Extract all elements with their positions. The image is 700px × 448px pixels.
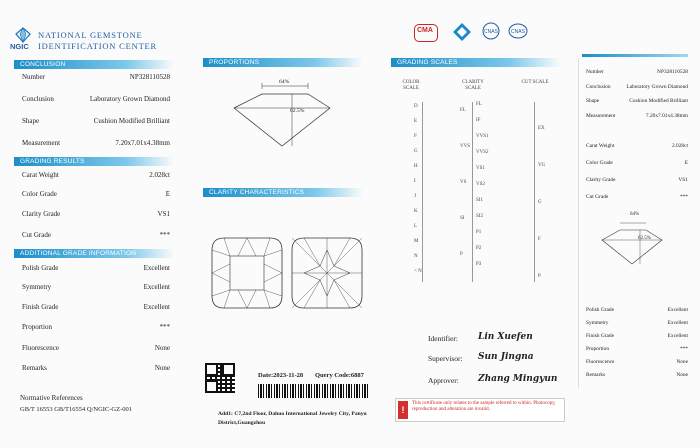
lab-address: Add1: C7,2nd Floor, Dahuo International Jewelry City, Panyu District,Guangzhou: [218, 411, 367, 426]
side-table: 64%: [630, 212, 640, 217]
color-scale-line: [422, 102, 423, 282]
clarity-scale-title: CLARITY SCALE: [462, 80, 484, 91]
clarity-group-tick: SI: [460, 216, 465, 221]
color-scale-tick: E: [414, 119, 418, 124]
row-value: ***: [159, 323, 170, 331]
clarity-group-tick: FL: [460, 108, 466, 113]
color-scale-tick: N: [414, 254, 418, 259]
color-scale-tick: H: [414, 164, 418, 169]
row-value: None: [154, 364, 170, 372]
row-label: Measurement: [586, 112, 616, 119]
row-value: ***: [679, 194, 688, 200]
cma-badge: [414, 24, 438, 42]
color-scale-tick: J: [414, 194, 416, 199]
row-value: Cushion Modified Brilliant: [93, 117, 170, 125]
ilac-badge-icon: [452, 22, 472, 42]
row-label: Color Grade: [22, 190, 57, 198]
org-name: NATIONAL GEMSTONE: [38, 30, 143, 40]
proportion-depth: 62.5%: [290, 108, 305, 114]
org-short: NGIC: [10, 42, 29, 51]
row-value: None: [154, 344, 170, 352]
row-label: Cut Grade: [586, 194, 609, 200]
cut-scale-tick: F: [538, 237, 541, 242]
row-label: Polish Grade: [22, 264, 59, 272]
row-label: Finish Grade: [586, 333, 614, 339]
side-depth: 62.5%: [638, 236, 651, 241]
conclusion-title: CONCLUSION: [20, 61, 66, 68]
clarity-scale-tick: IF: [476, 118, 481, 123]
row-label: Fluorescence: [586, 359, 615, 365]
clarity-scale-tick: VS1: [476, 166, 485, 171]
row-value: Excellent: [143, 264, 170, 272]
row-value: NP328110528: [129, 73, 170, 81]
color-scale-tick: K: [414, 209, 418, 214]
row-label: Number: [586, 69, 604, 75]
clarity-scale-tick: SI2: [476, 214, 483, 219]
barcode: [258, 384, 370, 398]
clarity-scale-tick: SI1: [476, 198, 483, 203]
row-label: Clarity Grade: [586, 177, 616, 183]
row-label: Conclusion: [586, 83, 611, 90]
approver-label: Approver:: [428, 376, 459, 385]
row-value: Excellent: [143, 283, 170, 291]
clarity-group-tick: VS: [460, 180, 467, 185]
color-scale-tick: D: [414, 104, 418, 109]
row-label: Cut Grade: [22, 231, 51, 239]
row-label: Carat Weight: [22, 171, 59, 179]
row-label: Shape: [22, 117, 40, 125]
cnas2-badge-icon: [508, 22, 528, 40]
clarity-pavilion-view: [290, 236, 364, 310]
notice-box: [395, 398, 565, 422]
proportion-table: 64%: [279, 79, 290, 85]
additional-band: [14, 249, 174, 258]
row-label: Remarks: [22, 364, 47, 372]
row-label: Polish Grade: [586, 307, 614, 313]
clarity-scale-tick: P1: [476, 230, 482, 235]
additional-title: ADDITIONAL GRADE INFORMATION: [20, 250, 137, 257]
clarity-scale-tick: VVS1: [476, 134, 489, 139]
row-label: Color Grade: [586, 160, 613, 166]
row-label: Proportion: [586, 346, 610, 352]
row-label: Shape: [586, 98, 600, 104]
grading-scales-title: GRADING SCALES: [397, 59, 458, 66]
row-value: E: [684, 160, 688, 166]
svg-text:CNAS: CNAS: [484, 29, 498, 35]
identifier-label: Identifier:: [428, 334, 458, 343]
row-label: Carat Weight: [586, 143, 615, 149]
row-value: VS1: [678, 177, 688, 183]
row-value: Excellent: [143, 303, 170, 311]
proportion-diagram: [222, 80, 342, 150]
clarity-group-tick: VVS: [460, 144, 471, 149]
row-value: 7.20x7.01x4.38mm: [645, 112, 688, 119]
color-scale-tick: I: [414, 179, 416, 184]
row-label: Finish Grade: [22, 303, 59, 311]
color-scale-tick: F: [414, 134, 417, 139]
cut-scale-tick: EX: [538, 126, 545, 131]
grading-results-title: GRADING RESULTS: [20, 158, 85, 165]
row-label: Conclusion: [22, 95, 54, 103]
identifier-signature: Lin Xuefen: [478, 332, 533, 342]
row-value: ***: [679, 346, 688, 352]
issue-date: Date:2023-11-28: [258, 372, 304, 379]
color-scale-title: COLOR SCALE: [402, 80, 420, 91]
row-value: None: [676, 359, 688, 365]
clarity-scale-tick: P3: [476, 262, 482, 267]
row-value: NP328110528: [657, 69, 688, 75]
supervisor-label: Supervisor:: [428, 354, 463, 363]
query-code: Query Code:6887: [315, 372, 364, 379]
row-value: E: [165, 190, 170, 198]
cut-scale-line: [534, 102, 535, 282]
approver-signature: Zhang Mingyun: [478, 374, 558, 384]
row-label: Clarity Grade: [22, 210, 61, 218]
row-value: Excellent: [667, 333, 688, 339]
row-value: ***: [159, 231, 170, 239]
references-title: Normative References: [20, 394, 83, 402]
supervisor-signature: Sun Jingna: [478, 352, 534, 362]
side-card-top-band: [582, 54, 688, 57]
row-label: Number: [22, 73, 45, 81]
clarity-group-tick: P: [460, 252, 463, 257]
row-label: Remarks: [586, 372, 606, 378]
row-value: 2.028ct: [149, 171, 170, 179]
conclusion-band: [14, 60, 174, 69]
clarity-band: [203, 188, 363, 197]
row-value: 2.028ct: [671, 143, 688, 149]
grading-scales-band: [391, 58, 561, 67]
row-value: None: [676, 372, 688, 378]
clarity-scale-tick: VS2: [476, 182, 485, 187]
org-name-2: IDENTIFICATION CENTER: [38, 41, 158, 51]
proportions-band: [203, 58, 363, 67]
row-value: Laboratory Grown Diamond: [626, 83, 688, 90]
cut-scale-title: CUT SCALE: [521, 80, 549, 85]
row-label: Fluorescence: [22, 344, 59, 352]
row-label: Proportion: [22, 323, 52, 331]
cma-badge-label: CMA: [417, 27, 433, 34]
color-scale-tick: L: [414, 224, 418, 229]
row-value: Excellent: [667, 307, 688, 313]
cut-scale-tick: VG: [538, 163, 546, 168]
color-scale-tick: M: [414, 239, 419, 244]
clarity-title: CLARITY CHARACTERISTICS: [209, 189, 305, 196]
references-text: GB/T 16553 GB/T16554 Q/NGIC-GZ-001: [20, 406, 133, 413]
clarity-scale-line: [472, 102, 473, 282]
cnas-badge-icon: [482, 22, 500, 40]
row-value: 7.20x7.01x4.38mm: [115, 139, 170, 147]
clarity-crown-view: [210, 236, 284, 310]
clarity-scale-tick: VVS2: [476, 150, 489, 155]
row-label: Symmetry: [586, 320, 609, 326]
row-label: Measurement: [22, 139, 61, 147]
cut-scale-tick: P: [538, 274, 541, 279]
row-value: Laboratory Grown Diamond: [89, 95, 170, 103]
color-scale-tick: < N: [414, 269, 422, 274]
qr-code: [205, 363, 235, 393]
row-value: Excellent: [667, 320, 688, 326]
row-value: Cushion Modified Brilliant: [629, 98, 688, 104]
cut-scale-tick: G: [538, 200, 542, 205]
row-value: VS1: [157, 210, 170, 218]
row-label: Symmetry: [22, 283, 52, 291]
clarity-scale-tick: FL: [476, 102, 482, 107]
side-proportion-diagram: [592, 220, 672, 268]
grading-results-band: [14, 157, 174, 166]
warning-icon: !: [398, 401, 408, 419]
notice-text: This certificate only relates to the sample referred to within. Photocopy, reproduction and alteration are invalid.: [412, 401, 556, 412]
svg-text:CNAS: CNAS: [511, 29, 525, 35]
proportions-title: PROPORTIONS: [209, 59, 260, 66]
clarity-scale-tick: P2: [476, 246, 482, 251]
color-scale-tick: G: [414, 149, 418, 154]
